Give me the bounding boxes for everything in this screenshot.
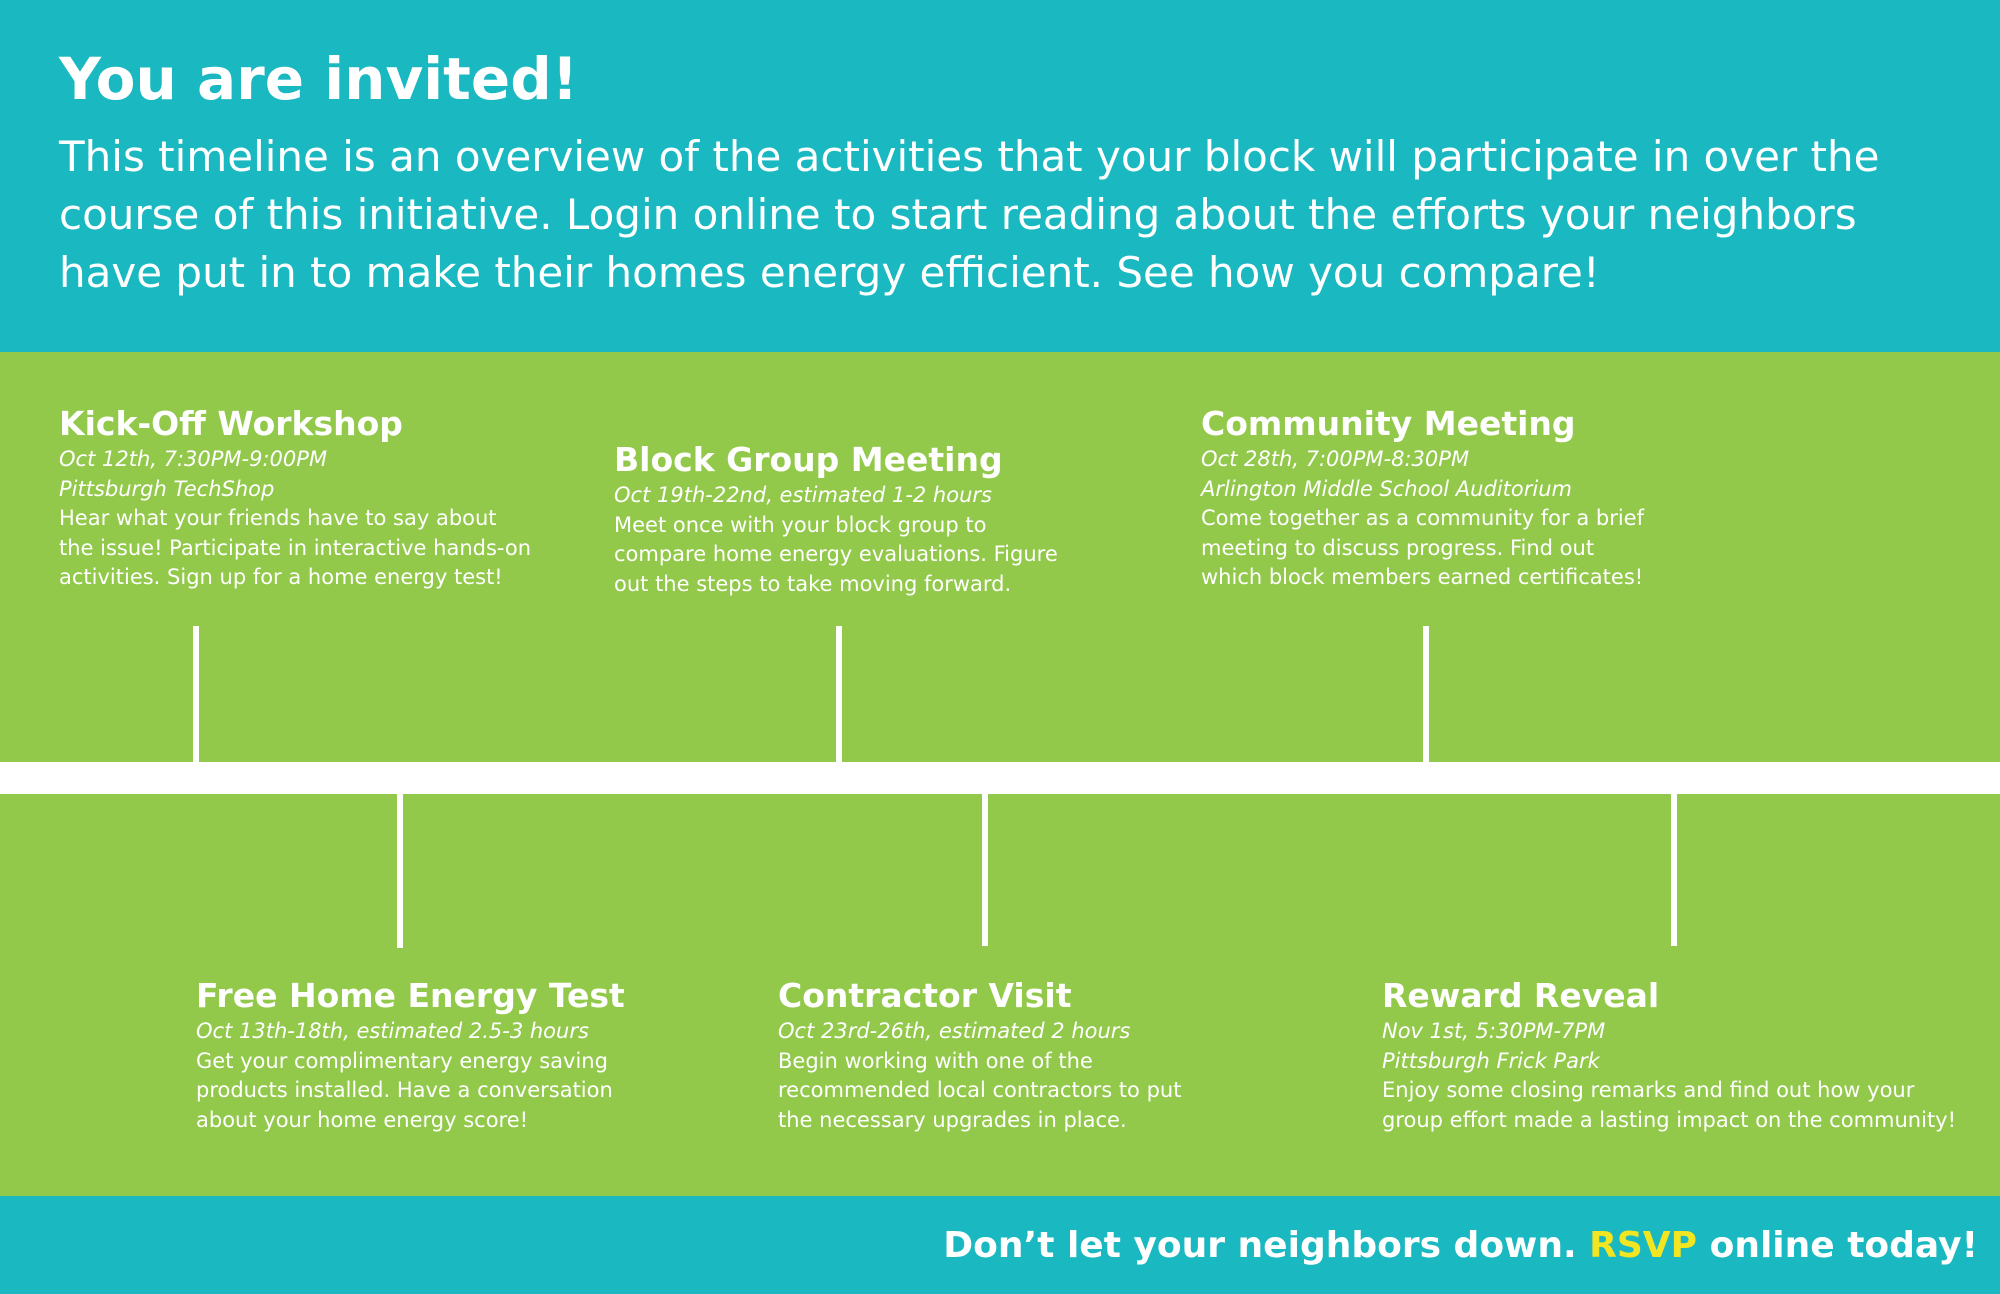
event-description-line: Hear what your friends have to say about xyxy=(59,506,497,530)
timeline-tick xyxy=(397,794,403,948)
page-title: You are invited! xyxy=(59,45,579,113)
intro-line: have put in to make their homes energy efficient. See how you compare! xyxy=(59,248,1600,297)
event-date: Oct 19th-22nd, estimated 1-2 hours xyxy=(614,483,992,507)
event-title: Contractor Visit xyxy=(778,976,1072,1015)
event-contractor-visit xyxy=(778,976,1181,1135)
intro-line: This timeline is an overview of the activities that your block will participate in over the xyxy=(59,132,1880,181)
event-title: Reward Reveal xyxy=(1382,976,1660,1015)
event-description xyxy=(1382,1076,1956,1135)
event-description xyxy=(196,1047,625,1136)
event-description-line: the necessary upgrades in place. xyxy=(778,1107,1127,1132)
event-description-line: meeting to discuss progress. Find out xyxy=(1201,535,1595,560)
rsvp-link[interactable]: RSVP xyxy=(1589,1225,1698,1266)
event-description xyxy=(1201,504,1644,593)
event-reward-reveal xyxy=(1382,976,1956,1135)
event-title: Block Group Meeting xyxy=(614,440,1003,479)
footer-text-after: online today! xyxy=(1697,1225,1978,1266)
event-location: Pittsburgh Frick Park xyxy=(1382,1048,1600,1073)
event-description-line: Begin working with one of the xyxy=(778,1048,1093,1073)
event-description-line: Get your complimentary energy saving xyxy=(196,1048,608,1073)
event-description-line: activities. Sign up for a home energy test! xyxy=(59,565,503,589)
event-description-line: the issue! Participate in interactive hands-on xyxy=(59,535,532,560)
event-title: Community Meeting xyxy=(1201,404,1576,443)
event-kick-off-workshop xyxy=(59,404,531,593)
footer xyxy=(0,1196,2000,1294)
timeline-tick xyxy=(836,626,842,762)
header xyxy=(0,0,2000,352)
event-description-line: compare home energy evaluations. Figure xyxy=(614,542,1058,566)
event-date: Oct 28th, 7:00PM-8:30PM xyxy=(1201,447,1470,471)
event-location: Arlington Middle School Auditorium xyxy=(1201,476,1572,501)
intro-line: course of this initiative. Login online to start reading about the efforts your neighbors xyxy=(59,190,1857,239)
event-community-meeting xyxy=(1201,404,1644,593)
event-description-line: Come together as a community for a brief xyxy=(1201,506,1644,530)
event-date: Oct 13th-18th, estimated 2.5-3 hours xyxy=(196,1019,589,1043)
timeline-axis xyxy=(0,762,2000,794)
event-date: Nov 1st, 5:30PM-7PM xyxy=(1382,1019,1606,1043)
event-description xyxy=(59,504,531,593)
event-location: Pittsburgh TechShop xyxy=(59,476,275,501)
event-description-line: out the steps to take moving forward. xyxy=(614,571,1012,596)
event-description-line: Enjoy some closing remarks and find out how your xyxy=(1382,1078,1915,1102)
timeline-tick xyxy=(193,626,199,762)
footer-text-before: Don’t let your neighbors down. xyxy=(943,1225,1590,1266)
event-date: Oct 12th, 7:30PM-9:00PM xyxy=(59,447,328,471)
event-description-line: recommended local contractors to put xyxy=(778,1078,1182,1102)
event-description-line: about your home energy score! xyxy=(196,1107,529,1132)
event-description-line: group effort made a lasting impact on the community! xyxy=(1382,1107,1957,1132)
event-description xyxy=(614,511,1058,600)
timeline-tick xyxy=(1423,626,1429,762)
event-description-line: products installed. Have a conversation xyxy=(196,1078,613,1102)
event-date: Oct 23rd-26th, estimated 2 hours xyxy=(778,1019,1131,1043)
event-block-group-meeting xyxy=(614,440,1058,599)
intro-text xyxy=(59,128,1959,302)
timeline-tick xyxy=(1671,794,1677,946)
footer-call-to-action xyxy=(943,1224,1978,1268)
event-title: Kick-Off Workshop xyxy=(59,404,403,443)
event-free-home-energy-test xyxy=(196,976,625,1135)
event-description xyxy=(778,1047,1181,1136)
timeline-tick xyxy=(982,794,988,946)
event-title: Free Home Energy Test xyxy=(196,976,625,1015)
event-description-line: which block members earned certificates! xyxy=(1201,565,1644,589)
event-description-line: Meet once with your block group to xyxy=(614,512,987,537)
